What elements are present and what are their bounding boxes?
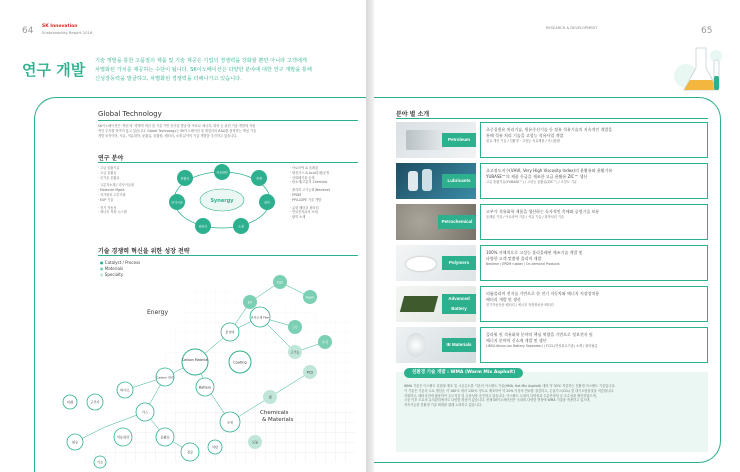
global-tech-line: 개발 조직이며, 석유, 석유화학, 윤활유, 윤활원, 배터리, 소재 분야의 기술 개발을 추진하고 있습니다. [98,133,238,138]
test-tube-liquid [714,76,719,90]
right-page [374,0,740,472]
page-title: 연구 개발 [22,61,86,79]
field-row [396,245,708,281]
node-label: 석유화학 [216,170,228,175]
research-title: 연구 분야 [98,155,124,162]
field-line: 리튬폴리머 전지를 기반으로 한 전기 자동차와 에너지 저장장치용 [486,291,600,296]
header-label: RESEARCH & DEVELOPMENT [546,26,598,30]
page-number-left: 64 [22,26,34,36]
field-description [480,245,708,281]
map-node-label: 고무 [291,325,299,330]
field-image [396,163,476,199]
materials-label: & Materials [262,417,294,423]
group-item: · 고분자소재 / 리사이클링 [98,183,134,188]
field-sub: Nexlene / EPDM rubber / On-demand Products [486,261,560,266]
research-right-groups [290,166,360,220]
group-item: · 아로마틱 & 올레핀 [290,166,319,170]
group-item: · 유형 배터리 플라티 [290,205,319,210]
pipe-graphic [406,130,446,150]
chemicals-label: Chemicals [260,410,289,416]
node-label: 소재 [238,224,244,229]
wma-line: WMA 기술은 아스팔트 혼합물 제조 및 시공온도를 기존의 아스팔트 기술(HMA, Hot Mix Asphalt) 대비 약 30℃ 저감하는 친환경 아스팔트 기술입니다. [404,384,616,388]
field-line: 플라워 및 석유화학 분야의 핵심 역량을 기반으로 정보전자 및 [486,332,593,337]
field-image [396,245,476,281]
page-number-right: 65 [701,26,713,36]
right-group [290,166,360,185]
intro-line: 차별화된 가치를 제공하는 수단이 됩니다. SK이노베이션은 다양한 분야에 대한 연구 개발을 통해 [95,67,312,74]
bottle-graphic [408,171,418,191]
wma-line: 지속가능한 친환경 기술 확대를 위해 노력하고 있습니다. [404,403,482,408]
field-line: 배터리 개발 및 생산 [486,296,521,302]
legend-label: Materials [104,265,124,271]
node-label: 화학 [264,200,270,205]
lab-flask-illustration [666,38,736,98]
bottle-graphic [422,169,432,191]
global-tech-title: Global Technology [98,110,162,118]
map-node-label: EV [247,300,253,305]
left-group [98,183,154,202]
group-item: · Molecule Mgmt. [98,188,126,193]
intro-line: 기술 개발을 통한 고품질의 제품 및 기술 제공은 기업의 경쟁력을 강화할 뿐만 아니라 고객에게 [95,58,307,64]
field-line: 다양한 고객 맞춤형 폴리머 개발 [486,255,542,261]
field-line: 통해 석유 처리 기술을 고성능 석유사업 개발 [486,132,564,138]
field-tag: Petrochemical [438,215,476,229]
field-description [480,327,708,363]
group-item: · 합성가스 & Acid촉매/공정 [290,170,330,175]
map-node-label: Foam [305,295,315,300]
pellet-graphic [406,257,436,271]
map-node-label: 정유 [186,450,194,455]
field-line: 고부가 석유화학 제품을 생산하는 독자적인 촉매와 공정기술 보유 [486,209,600,214]
group-item: · 전기 자동차 [98,205,117,210]
field-line: 초중질원유 처리기술, 원유중선기술 등 정유 석유기술의 지속적인 개발을 [486,127,613,132]
group-item: · 저가원료 고부가화 [98,192,126,197]
map-node-label: 전자소재 Film [250,315,270,320]
field-image [396,286,476,322]
group-item: · 폴리머 고기능화(Nexlene) [290,188,331,193]
node-label: 리사이클 [171,200,183,205]
group-item: · 신기술 윤활유 [98,175,120,180]
growth-strategy-map [55,262,355,472]
right-group [290,188,360,202]
synergy-label: Synergy [210,198,234,204]
legend-label: Catalyst / Process [104,260,141,265]
field-row [396,286,708,322]
field-row [396,327,708,363]
map-node-label: 고기능 [290,350,300,355]
map-node-label: 원유 [71,440,79,445]
global-tech-line: SK이노베이션은 '혁신'과 '경쟁적 혁신 및 기술 기반 신사업 발굴'을 목표로 에너지, 화학 등 관련 기술 개발에 지원 [98,124,256,128]
field-row [396,204,708,240]
group-item: · EUP 기술 [98,197,114,202]
section-title: 분야 별 소개 [396,111,430,118]
field-line: 100% 자체적으로 고성능 폴리올레핀 제조기술 개발 및 [486,250,583,255]
right-group [290,206,360,220]
wma-line: 지원하고, 배터리전에 활용하여 온도저감 및 수용성을 증진하고 있습니다. 아스팔트 도장의 다양성과 수분안정성 등 우수성을 확인하였으며, [404,393,597,398]
map-node-label: 석탄 [211,445,219,450]
map-node-label: ESS [276,280,284,285]
divider [98,120,358,121]
left-group [98,206,154,216]
left-page [0,0,366,472]
divider [396,118,708,119]
field-description [480,163,708,199]
map-node-label: 수지 [321,340,329,345]
group-item: · 탄소계/고분자 Chemical [290,180,328,185]
map-node-label: 기초 [96,460,104,465]
group-item: · 에너지 저장 시스템 [98,210,127,215]
field-image [396,122,476,158]
group-item: · PP/LLDPE 기술 개발 [290,197,322,202]
map-node-label: 가스 [141,410,149,415]
left-group [98,166,154,180]
divider [98,255,358,256]
map-node-label: 셀 [268,395,272,400]
field-description [480,286,708,322]
wma-box [396,372,708,452]
intro-text [95,57,365,84]
intro-line: 신성장동력을 발굴하고, 차별화된 경쟁력을 더해나가고 있습니다. [95,76,242,83]
field-tag: IE Materials [442,338,476,352]
map-node [182,349,208,375]
map-node-label: Coating [233,360,247,365]
field-image [396,204,476,240]
legend-dot-icon: ● [100,260,104,265]
field-sub: 전기자동차용 배터리 / 에너지 저장장치용 배터리 [486,302,554,307]
research-left-groups [98,166,154,215]
node-label: 촉매 [256,176,262,181]
field-sub: 올레핀 기술 / 아로마틱 기술 / 석유 기술 / 화학처리 기술 [486,214,565,219]
group-item: · EPDM [290,192,302,197]
map-node-label: 미래 [66,400,74,405]
node-label: 윤활유 [180,176,190,181]
legend-label: Specialty [104,271,124,277]
field-tag: Advanced Battery [442,294,476,314]
wma-title: 친환경 기술 개발 : WMA (Warm Mix Asphalt) [404,368,523,378]
node-label: 배터리 [198,224,208,229]
field-line: 에너지 분야의 신소재 개발 및 생산 [486,337,547,343]
field-tag: Lubricants [442,174,476,188]
global-tech-text [98,124,360,138]
group-item: · 광학 소재 [290,215,306,220]
map-node-label: 분리막 [225,330,235,335]
field-line: 초고점도지수(VHVI, Very High Viscosity Index)의 윤활유와 윤활기유 [486,168,613,173]
map-node-label: 바이오 [120,388,130,393]
field-description [480,122,708,158]
battery-cell-graphic [400,296,438,312]
map-node-label: Carbon 관련 [156,375,174,380]
legend-dot-icon: ● [100,265,104,271]
wma-line: 이 기술은 기존의 도로 생산온 약 160℃ 에서 130℃ 정도로 제조하여 약 20% 이상의 연료를 절감하고, 온실가스(CO₂) 및 대기오염물질을 저감합니다. [404,388,615,393]
strategy-title: 기술 경쟁력 혁신을 위한 성장 전략 [98,248,190,255]
group-item: · 연료전지/2차 소재 [290,210,318,215]
wma-line: 시공 이후 도로의 유지관리에서도 다양한 장점이 있습니다. 현재 SK이노베이션은 국내외 다양한 현장에 WMA 기술을 적용하고 있으며, [404,398,591,403]
map-node-label: Battery [198,385,212,390]
header-sub: Sustainability Report 2016 [42,30,93,35]
global-tech-line: 적인 투자를 하여지 않고 있습니다. Global Technology는 SK이노베이션 및 계열사의 R&D를 담당하는 핵심 기술 [98,128,257,133]
map-node-label: 윤활유 [160,435,170,440]
map-node-label: 석유화학 [116,435,130,440]
legend-dot-icon: ● [100,271,104,277]
header-brand: SK Innovation [42,24,78,29]
page-gutter [366,0,374,472]
field-tag: Petroleum [442,133,476,147]
group-item: · 산화폐기물 공정 [290,175,315,180]
group-item: · 고급 윤활유 [98,170,117,175]
field-line: YUBASE™의 제품 등급을 제조한 고급 윤활유 ZIC™ 생산 [486,173,588,179]
field-list [396,122,708,368]
field-sub: 고급 윤활기유(YUBASE™) / 고성능 윤활유(ZIC™) / 고점도 기유 [486,179,577,184]
field-image [396,327,476,363]
group-item: · 고급 윤활기유 [98,166,120,170]
map-node-label: PCS [306,370,314,375]
field-description [480,204,708,240]
field-row [396,122,708,158]
map-node-label: Carbon Material [181,358,209,362]
field-sub: LiBS(Lithium-ion Battery Separator) / FCCL(연성회로기판) 소재 / 광학필름 [486,343,598,348]
field-tag: Polymers [442,256,476,270]
wma-text [404,384,702,408]
map-node-label: 조명 [227,420,233,425]
map-node-label: 고부가 [90,400,100,405]
field-sub: 원유 개선 기술 / 친환경 · 고성능 석유제품 / 미니플랜 [486,138,560,143]
field-row [396,163,708,199]
map-node-label: 모듈 [251,440,259,445]
energy-label: Energy [147,309,169,316]
synergy-diagram [155,160,290,240]
film-roll-graphic [406,333,426,357]
